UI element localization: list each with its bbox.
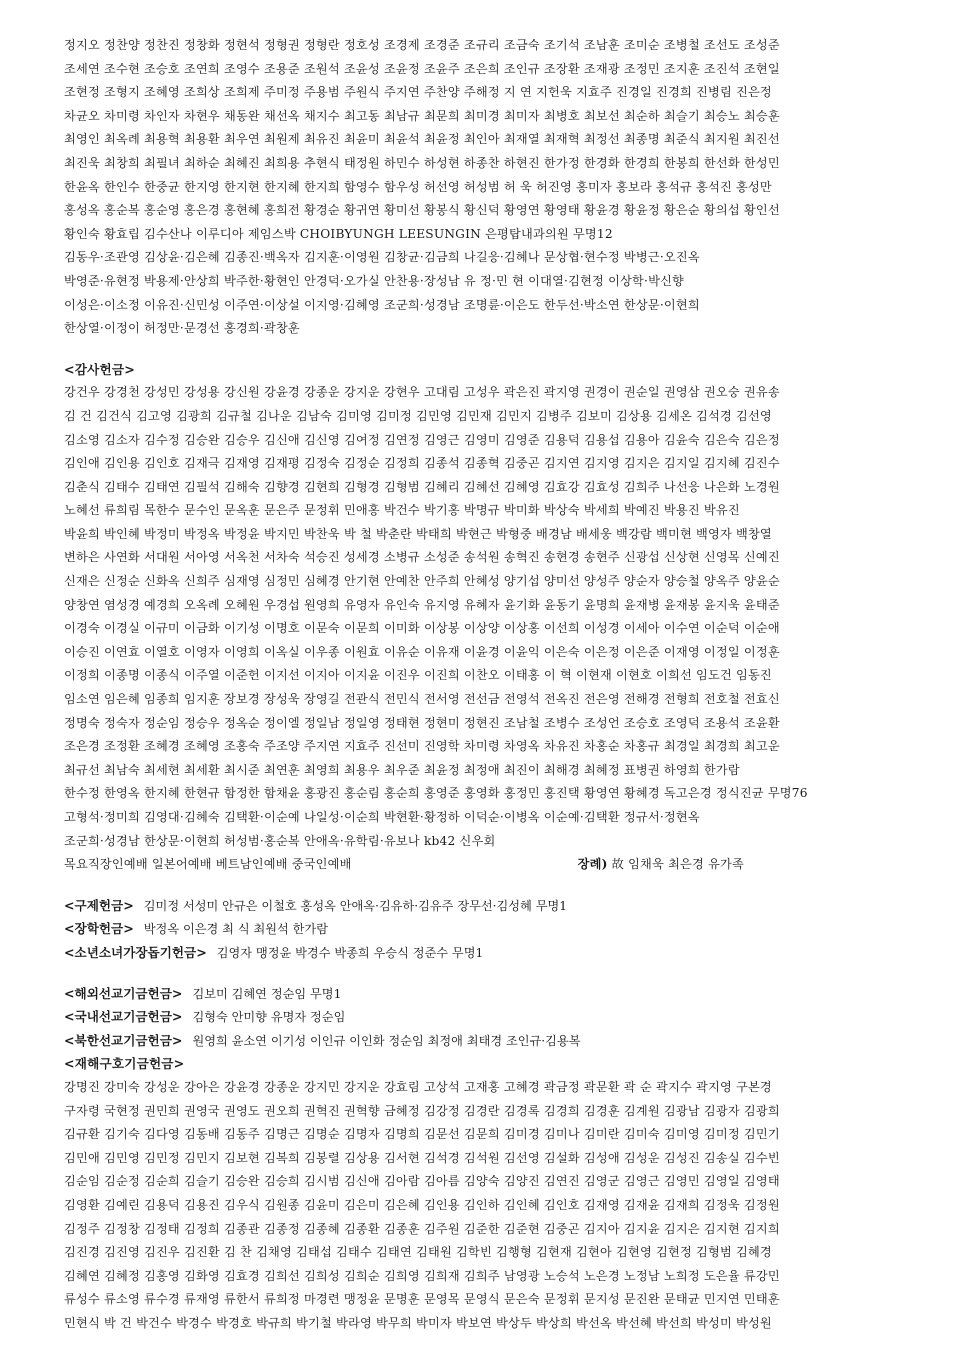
donor-name-line: 조세연 조수현 조승호 조연희 조영수 조용준 조원석 조윤성 조윤정 조윤주 조은희 조인규 조장환 조재광 조정민 조지훈 조진석 조현일: [64, 61, 780, 76]
gratitude-name-line: 노혜선 류희림 목한수 문수인 문옥훈 문은주 문정휘 민애홍 박건수 박기홍 박명규 박미화 박상숙 박세희 박예진 박용진 박유진: [64, 503, 740, 518]
relief-name-line: 강명진 강미숙 강성운 강아은 강윤경 강종운 강지민 강지운 강효림 고상석 고재홍 고혜경 곽금정 곽문환 곽 순 곽지수 곽지영 구본경: [64, 1079, 772, 1094]
donor-name-line: 황인숙 황효립 김수산나 이루디아 제임스박 CHOIBYUNGH LEESUNGIN 은평탑내과의원 무명12: [64, 226, 613, 241]
gratitude-name-line: 한수정 한영옥 한지혜 한현규 함정한 함채윤 홍광진 홍순림 홍순희 홍영준 홍영화 홍정민 홍진택 황영연 황혜경 독고은경 정식진균 무명76: [64, 786, 808, 801]
gratitude-name-line: 박윤희 박인혜 박정미 박정옥 박정윤 박지민 박찬욱 박 철 박춘란 박태희 박현근 박형중 배경남 배세웅 백강람 백미현 백영자 백창열: [64, 526, 772, 541]
fund-names: 원영희 윤소연 이기성 이인규 이인화 정순임 최정애 최태경 조인규·김용복: [192, 1033, 581, 1048]
donor-name-line: 최영인 최옥례 최용혁 최용환 최우연 최원제 최유진 최윤미 최윤석 최윤정 최인아 최재열 최재혁 최정선 최종명 최준식 최지원 최진선: [64, 132, 780, 147]
relief-name-line: 김규환 김기숙 김다영 김동배 김동주 김명근 김명순 김명자 김명희 김문선 김문희 김미경 김미나 김미란 김미숙 김미영 김미정 김민기: [64, 1127, 780, 1142]
gratitude-name-line: 신재은 신정순 신화옥 신희주 심재영 심정민 심혜경 안기현 안예찬 안주희 안혜성 양기섭 양미선 양성주 양순자 양승철 양옥주 양윤순: [64, 574, 780, 589]
gratitude-name-line: 강건우 강경천 강성민 강성용 강신원 강윤경 강종운 강지운 강현우 고대림 고성우 곽은진 곽지영 권경이 권순일 권영삼 권오숭 권유송: [64, 385, 780, 400]
gratitude-name-line: 임소연 임은혜 임종희 임지훈 장보경 장성욱 장영길 전관식 전민식 전서영 전선금 전영석 전옥진 전은영 전해경 전형희 전호철 전효신: [64, 692, 780, 707]
fund-names: 김영자 맹정윤 박경수 박종희 우승식 정준수 무명1: [216, 945, 484, 960]
gratitude-name-line: 조군희·성경남 한상문·이현희 허성범·홍순복 안애옥·유학림·유보나 kb42 신우회: [64, 833, 496, 848]
gratitude-name-line: 이경숙 이경실 이규미 이금화 이기성 이명호 이문숙 이문희 이미화 이상봉 이상양 이상홍 이선희 이성경 이세아 이수연 이순덕 이순애: [64, 621, 780, 636]
gratitude-name-line: 조은경 조정환 조혜경 조혜영 조홍숙 주조양 주지연 지효주 진선미 진영학 차미령 차영옥 차유진 차홍순 차홍규 최경일 최경희 최고운: [64, 739, 780, 754]
fund-label: <구제헌금>: [64, 897, 134, 913]
mission-funds-section: [64, 982, 914, 1053]
fund-row: [64, 1005, 914, 1029]
gratitude-name-line: 양창연 염성경 예경희 오옥례 오혜원 우경섭 원영희 유영자 유인숙 유지영 유혜자 윤기화 윤동기 윤명희 윤재병 윤재봉 윤지욱 윤태준: [64, 597, 780, 612]
fund-label: <장학헌금>: [64, 921, 134, 937]
donor-name-line: 한윤옥 한인수 한중균 한지영 한지현 한지혜 한지희 함영수 함우성 허선영 허성범 허 욱 허진영 홍미자 홍보라 홍석규 홍석진 홍성만: [64, 179, 772, 194]
section-gap: [64, 965, 914, 982]
gratitude-name-line: 김춘식 김태수 김태연 김필석 김해숙 김향경 김현희 김형경 김형범 김혜리 김혜선 김혜영 김효강 김효성 김희주 나선응 나은화 노경원: [64, 479, 780, 494]
donor-name-line: 박영준·유현정 박용제·안상희 박주한·황현인 안경덕·오가실 안찬용·장성남 유 정·민 현 이대열·김현정 이상학·박신향: [64, 273, 685, 288]
gratitude-heading: <감사헌금>: [64, 361, 135, 377]
funeral-note: [578, 853, 744, 877]
fund-label: <북한선교기금헌금>: [64, 1032, 183, 1048]
donor-name-line: 차균오 차미령 차인자 차현우 채동완 채선옥 채지수 최고동 최남규 최문희 최미경 최미자 최병호 최보선 최순하 최슬기 최승노 최승훈: [64, 108, 780, 123]
offering-list-page: [64, 34, 914, 1335]
funeral-label: 장례): [577, 857, 608, 872]
donor-name-line: 조현정 조형지 조혜영 조희상 조희제 주미정 주용범 주원식 주지연 주찬양 주해정 지 연 지헌욱 지효주 진경일 진경희 진병림 진은정: [64, 85, 772, 100]
fund-label: <소년소녀가장돕기헌금>: [64, 944, 207, 960]
section-gap: [64, 341, 914, 358]
donor-name-line: 김동우·조관영 김상윤·김은혜 김종진·백옥자 김지훈·이영원 김창균·김금희 나길응·김혜나 문상협·현수정 박병근·오진옥: [64, 250, 700, 265]
gratitude-name-line: 김인애 김인용 김인호 김재극 김재영 김재평 김정숙 김정순 김정희 김종석 김종혁 김중곤 김지연 김지영 김지은 김지일 김지혜 김진수: [64, 456, 780, 471]
gratitude-name-line: 정명숙 정숙자 정순임 정승우 정옥순 정이엘 정일남 정일영 정태현 정현미 정현진 조남철 조병수 조성언 조승호 조영덕 조용석 조윤환: [64, 715, 780, 730]
section-gap: [64, 877, 914, 894]
fund-names: 김보미 김혜연 정순임 무명1: [192, 986, 342, 1001]
fund-row: [64, 982, 914, 1006]
gratitude-name-line: 변하은 사연화 서대원 서아영 서옥천 서차숙 석승진 성세경 소병규 소성준 송석원 송혁진 송현경 송현주 신광섭 신상현 신영목 신예진: [64, 550, 780, 565]
fund-row: [64, 894, 914, 918]
fund-row: [64, 941, 914, 965]
gratitude-name-line: 이정희 이종명 이종식 이주열 이준헌 이지선 이지아 이지윤 이진우 이진희 이찬오 이태홍 이 혁 이현재 이현호 이희선 임도건 임동진: [64, 668, 772, 683]
donor-name-line: 정지오 정찬양 정찬진 정창화 정현석 정형권 정형란 정호성 조경제 조경준 조규리 조금숙 조기석 조남훈 조미순 조병철 조선도 조성준: [64, 38, 780, 52]
relief-name-line: 민현식 박 건 박건수 박경수 박경호 박규희 박기철 박라영 박무희 박미자 박보연 박상두 박상희 박선옥 박선혜 박선희 박성미 박성원: [64, 1315, 772, 1330]
relief-name-line: 류성수 류소영 류수경 류재영 류한서 류희정 마경련 맹정윤 문명훈 문영목 문영식 문은숙 문정휘 문지성 문진완 문태균 민지연 민태훈: [64, 1292, 780, 1307]
gratitude-name-line: 고형석·정미희 김영대·김혜숙 김택환·이순예 나일성·이순희 박현환·황정하 이덕순·이병옥 이순예·김택환 정규서·정현옥: [64, 810, 700, 824]
donor-name-line: 홍성옥 홍순복 홍순영 홍은경 홍현혜 홍희전 황경순 황귀연 황미선 황봉식 황신덕 황영연 황영태 황윤경 황윤정 황은순 황의섭 황인선: [64, 203, 780, 218]
gratitude-name-line: 최규선 최남숙 최세현 최세환 최시준 최연훈 최영희 최용우 최우준 최윤정 최정애 최진이 최해경 최혜정 표병권 하영희 한가람: [64, 762, 740, 777]
donor-name-line: 최진욱 최창희 최필녀 최하순 최혜진 최희용 추현식 태정원 하민수 하성현 하종찬 하현진 한가정 한경화 한경희 한봉희 한선화 한성민: [64, 155, 780, 170]
relief-name-line: 김정주 김정창 김정태 김정희 김종관 김종정 김종혜 김종환 김종훈 김주원 김준한 김준현 김중곤 김지아 김지윤 김지은 김지현 김지희: [64, 1221, 780, 1236]
relief-name-line: 김영환 김예린 김용덕 김용진 김우식 김원종 김윤미 김은미 김은혜 김인용 김인하 김인혜 김인호 김재영 김재윤 김재희 김정욱 김정원: [64, 1197, 780, 1212]
gratitude-name-line: 김소영 김소자 김수정 김승완 김승우 김신애 김신영 김여정 김연정 김영근 김영미 김영준 김용덕 김용섭 김용아 김윤숙 김은숙 김은정: [64, 432, 780, 447]
worship-groups: 목요직장인예배 일본어예배 베트남인예배 중국인예배: [64, 857, 352, 872]
relief-name-line: 구자령 국현정 권민희 권영국 권영도 권오희 권혁진 권혁향 금혜정 김강정 김경란 김경록 김경희 김경훈 김계원 김광남 김광자 김광희: [64, 1103, 780, 1118]
relief-name-line: 김민애 김민영 김민정 김민지 김보현 김복희 김봉렬 김상용 김서현 김석경 김석원 김선영 김설화 김성애 김성운 김성진 김송실 김수빈: [64, 1150, 780, 1165]
relief-fund-section: [64, 1052, 914, 1335]
gratitude-name-line: 이승진 이연효 이열호 이영자 이영희 이옥실 이우종 이원효 이유순 이유재 이윤경 이윤익 이은숙 이은정 이은준 이재영 이정일 이정훈: [64, 644, 780, 659]
relief-names: [64, 1076, 914, 1336]
relief-name-line: 김진경 김진영 김진우 김진환 김 찬 김채영 김태섭 김태수 김태연 김태원 김학빈 김행형 김현재 김현아 김현영 김현정 김형범 김혜경: [64, 1245, 772, 1260]
fund-row: [64, 1029, 914, 1053]
fund-row: [64, 917, 914, 941]
relief-name-line: 김혜연 김혜정 김홍영 김화영 김효경 김희선 김희성 김희순 김희영 김희재 김희주 남영광 노승석 노은경 노정남 노희정 도은율 류강민: [64, 1268, 780, 1283]
fund-label: <국내선교기금헌금>: [64, 1009, 183, 1025]
fund-label: <해외선교기금헌금>: [64, 985, 183, 1001]
fund-names: 박정옥 이은경 최 식 최원석 한가람: [143, 922, 328, 937]
small-funds-section: [64, 894, 914, 965]
gratitude-name-line: 김 건 김건식 김고영 김광희 김규철 김나운 김남숙 김미영 김미정 김민영 김민재 김민지 김병주 김보미 김상용 김세온 김석경 김선영: [64, 408, 772, 423]
donor-name-line: 한상열·이정이 허정만·문경선 홍경희·곽창훈: [64, 321, 300, 336]
donor-block-continued: [64, 34, 914, 341]
fund-names: 김미정 서성미 안규은 이철호 홍성옥 안애옥·김유하·김유주 장무선·김성혜 무명1: [143, 898, 568, 913]
relief-name-line: 김순임 김순정 김순희 김슬기 김승완 김승희 김시범 김신애 김아람 김아름 김양숙 김양진 김연진 김영군 김영근 김영민 김영일 김영태: [64, 1174, 780, 1189]
donor-name-line: 이성은·이소정 이유진·신민성 이주연·이상설 이지영·김혜영 조군희·성경남 조명륜·이은도 한두선·박소연 한상문·이현희: [64, 297, 700, 312]
relief-heading: <재해구호기금헌금>: [64, 1056, 185, 1072]
funeral-names: 故 임채욱 최은경 유가족: [611, 857, 744, 872]
gratitude-offering-section: [64, 358, 914, 877]
worship-and-funeral-row: [64, 853, 744, 877]
fund-names: 김형숙 안미향 유명자 정순임: [192, 1010, 346, 1025]
gratitude-names: [64, 381, 914, 853]
